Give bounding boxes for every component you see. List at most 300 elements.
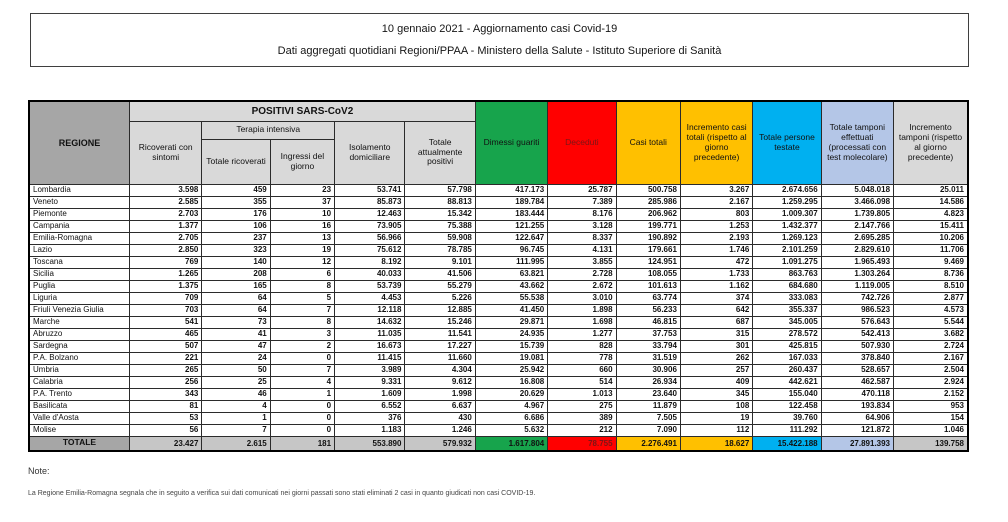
cell-value: 2.877: [894, 292, 968, 304]
covid-data-table: [28, 100, 969, 452]
cell-value: 85.873: [335, 196, 405, 208]
region-name: Umbria: [29, 364, 130, 376]
cell-value: 121.872: [821, 424, 893, 436]
cell-value: 50: [202, 364, 270, 376]
cell-value: 425.815: [753, 340, 821, 352]
cell-value: 15.411: [894, 220, 968, 232]
cell-value: 472: [680, 256, 752, 268]
cell-value: 1.269.123: [753, 232, 821, 244]
cell-value: 5.048.018: [821, 184, 893, 196]
table-row: [29, 208, 968, 220]
region-name: Campania: [29, 220, 130, 232]
cell-value: 64.906: [821, 412, 893, 424]
cell-value: 462.587: [821, 376, 893, 388]
region-name: Basilicata: [29, 400, 130, 412]
cell-value: 8.510: [894, 280, 968, 292]
cell-value: 237: [202, 232, 270, 244]
cell-value: 221: [130, 352, 202, 364]
cell-value: 41.450: [475, 304, 547, 316]
cell-value: 59.908: [405, 232, 475, 244]
cell-value: 345: [680, 388, 752, 400]
cell-value: 2.672: [548, 280, 616, 292]
cell-value: 12.118: [335, 304, 405, 316]
cell-value: 64: [202, 304, 270, 316]
cell-value: 1: [202, 412, 270, 424]
cell-value: 430: [405, 412, 475, 424]
region-name: Lombardia: [29, 184, 130, 196]
cell-value: 11.879: [616, 400, 680, 412]
notes-section: [28, 466, 978, 497]
cell-value: 703: [130, 304, 202, 316]
totale-value: 78.755: [548, 436, 616, 451]
cell-value: 19: [270, 244, 334, 256]
cell-value: 2.167: [680, 196, 752, 208]
cell-value: 265: [130, 364, 202, 376]
cell-value: 3: [270, 328, 334, 340]
cell-value: 1.253: [680, 220, 752, 232]
cell-value: 2.728: [548, 268, 616, 280]
cell-value: 345.005: [753, 316, 821, 328]
cell-value: 47: [202, 340, 270, 352]
totale-value: 27.891.393: [821, 436, 893, 451]
cell-value: 1.733: [680, 268, 752, 280]
cell-value: 3.466.098: [821, 196, 893, 208]
cell-value: 465: [130, 328, 202, 340]
cell-value: 179.661: [616, 244, 680, 256]
cell-value: 1.265: [130, 268, 202, 280]
cell-value: 46.815: [616, 316, 680, 328]
cell-value: 13: [270, 232, 334, 244]
cell-value: 154: [894, 412, 968, 424]
cell-value: 19.081: [475, 352, 547, 364]
cell-value: 7: [270, 364, 334, 376]
cell-value: 953: [894, 400, 968, 412]
cell-value: 1.162: [680, 280, 752, 292]
cell-value: 41: [202, 328, 270, 340]
table-row: [29, 292, 968, 304]
cell-value: 7.389: [548, 196, 616, 208]
region-name: P.A. Trento: [29, 388, 130, 400]
report-subtitle: Dati aggregati quotidiani Regioni/PPAA - Ministero della Salute - Istituto Superiore di Sanità: [277, 44, 722, 57]
cell-value: 409: [680, 376, 752, 388]
cell-value: 53.739: [335, 280, 405, 292]
cell-value: 1.375: [130, 280, 202, 292]
header-casi-totali: Casi totali: [616, 101, 680, 184]
cell-value: 4.453: [335, 292, 405, 304]
cell-value: 257: [680, 364, 752, 376]
cell-value: 25.942: [475, 364, 547, 376]
region-name: Toscana: [29, 256, 130, 268]
totale-value: 2.276.491: [616, 436, 680, 451]
cell-value: 863.763: [753, 268, 821, 280]
totale-value: 181: [270, 436, 334, 451]
cell-value: 25.787: [548, 184, 616, 196]
region-name: Veneto: [29, 196, 130, 208]
cell-value: 2.724: [894, 340, 968, 352]
cell-value: 4.823: [894, 208, 968, 220]
cell-value: 986.523: [821, 304, 893, 316]
cell-value: 46: [202, 388, 270, 400]
cell-value: 106: [202, 220, 270, 232]
cell-value: 323: [202, 244, 270, 256]
cell-value: 56: [130, 424, 202, 436]
cell-value: 155.040: [753, 388, 821, 400]
cell-value: 2.504: [894, 364, 968, 376]
table-row: [29, 220, 968, 232]
table-row: [29, 364, 968, 376]
cell-value: 1.432.377: [753, 220, 821, 232]
cell-value: 176: [202, 208, 270, 220]
cell-value: 9.612: [405, 376, 475, 388]
cell-value: 376: [335, 412, 405, 424]
header-totale-ricoverati: Totale ricoverati: [202, 139, 270, 184]
region-name: Marche: [29, 316, 130, 328]
cell-value: 3.267: [680, 184, 752, 196]
region-name: Molise: [29, 424, 130, 436]
cell-value: 542.413: [821, 328, 893, 340]
cell-value: 278.572: [753, 328, 821, 340]
cell-value: 285.986: [616, 196, 680, 208]
cell-value: 11.660: [405, 352, 475, 364]
cell-value: 1.739.805: [821, 208, 893, 220]
cell-value: 40.033: [335, 268, 405, 280]
cell-value: 167.033: [753, 352, 821, 364]
cell-value: 9.469: [894, 256, 968, 268]
cell-value: 2.674.656: [753, 184, 821, 196]
cell-value: 4.131: [548, 244, 616, 256]
table-row: [29, 196, 968, 208]
cell-value: 78.785: [405, 244, 475, 256]
cell-value: 5.226: [405, 292, 475, 304]
region-name: P.A. Bolzano: [29, 352, 130, 364]
header-positivi-group: POSITIVI SARS-CoV2: [130, 101, 476, 121]
cell-value: 9.101: [405, 256, 475, 268]
cell-value: 2.850: [130, 244, 202, 256]
table-row: [29, 304, 968, 316]
cell-value: 2.147.766: [821, 220, 893, 232]
cell-value: 301: [680, 340, 752, 352]
cell-value: 442.621: [753, 376, 821, 388]
region-name: Friuli Venezia Giulia: [29, 304, 130, 316]
cell-value: 190.892: [616, 232, 680, 244]
cell-value: 63.821: [475, 268, 547, 280]
table-row: [29, 424, 968, 436]
cell-value: 37.753: [616, 328, 680, 340]
cell-value: 55.279: [405, 280, 475, 292]
totale-value: 579.932: [405, 436, 475, 451]
cell-value: 111.292: [753, 424, 821, 436]
region-name: Liguria: [29, 292, 130, 304]
cell-value: 124.951: [616, 256, 680, 268]
totale-value: 23.427: [130, 436, 202, 451]
cell-value: 121.255: [475, 220, 547, 232]
header-persone-testate: Totale persone testate: [753, 101, 821, 184]
cell-value: 10: [270, 208, 334, 220]
cell-value: 55.538: [475, 292, 547, 304]
cell-value: 64: [202, 292, 270, 304]
cell-value: 75.612: [335, 244, 405, 256]
cell-value: 16.808: [475, 376, 547, 388]
cell-value: 30.906: [616, 364, 680, 376]
cell-value: 1.091.275: [753, 256, 821, 268]
cell-value: 742.726: [821, 292, 893, 304]
cell-value: 165: [202, 280, 270, 292]
table-row: [29, 388, 968, 400]
cell-value: 1.303.264: [821, 268, 893, 280]
cell-value: 88.813: [405, 196, 475, 208]
cell-value: 4: [270, 376, 334, 388]
cell-value: 8.176: [548, 208, 616, 220]
cell-value: 528.657: [821, 364, 893, 376]
cell-value: 470.118: [821, 388, 893, 400]
cell-value: 660: [548, 364, 616, 376]
cell-value: 1: [270, 388, 334, 400]
totale-label: TOTALE: [29, 436, 130, 451]
cell-value: 11.541: [405, 328, 475, 340]
cell-value: 12.463: [335, 208, 405, 220]
cell-value: 2.193: [680, 232, 752, 244]
cell-value: 1.183: [335, 424, 405, 436]
cell-value: 1.246: [405, 424, 475, 436]
cell-value: 140: [202, 256, 270, 268]
cell-value: 3.598: [130, 184, 202, 196]
region-name: Valle d'Aosta: [29, 412, 130, 424]
cell-value: 5: [270, 292, 334, 304]
notes-text: La Regione Emilia-Romagna segnala che in seguito a verifica sui dati comunicati nei giorni passati sono stati eliminati 2 casi in quanto giudicati non casi COVID-19.: [28, 490, 536, 497]
header-incremento-tamponi: Incremento tamponi (rispetto al giorno precedente): [894, 101, 968, 184]
cell-value: 6: [270, 268, 334, 280]
totale-value: 553.890: [335, 436, 405, 451]
cell-value: 0: [270, 412, 334, 424]
cell-value: 16.673: [335, 340, 405, 352]
cell-value: 417.173: [475, 184, 547, 196]
cell-value: 5.632: [475, 424, 547, 436]
header-ricoverati-sintomi: Ricoverati con sintomi: [130, 121, 202, 184]
cell-value: 122.647: [475, 232, 547, 244]
cell-value: 193.834: [821, 400, 893, 412]
cell-value: 53.741: [335, 184, 405, 196]
cell-value: 2.924: [894, 376, 968, 388]
cell-value: 687: [680, 316, 752, 328]
cell-value: 4: [202, 400, 270, 412]
cell-value: 96.745: [475, 244, 547, 256]
cell-value: 108.055: [616, 268, 680, 280]
cell-value: 101.613: [616, 280, 680, 292]
cell-value: 256: [130, 376, 202, 388]
cell-value: 63.774: [616, 292, 680, 304]
cell-value: 576.643: [821, 316, 893, 328]
cell-value: 260.437: [753, 364, 821, 376]
cell-value: 25: [202, 376, 270, 388]
cell-value: 1.898: [548, 304, 616, 316]
cell-value: 7: [202, 424, 270, 436]
header-deceduti: Deceduti: [548, 101, 616, 184]
cell-value: 31.519: [616, 352, 680, 364]
totale-row: [29, 436, 968, 451]
cell-value: 828: [548, 340, 616, 352]
cell-value: 507.930: [821, 340, 893, 352]
cell-value: 2.695.285: [821, 232, 893, 244]
cell-value: 3.010: [548, 292, 616, 304]
cell-value: 8: [270, 280, 334, 292]
cell-value: 709: [130, 292, 202, 304]
cell-value: 8.192: [335, 256, 405, 268]
cell-value: 374: [680, 292, 752, 304]
cell-value: 6.637: [405, 400, 475, 412]
cell-value: 500.758: [616, 184, 680, 196]
cell-value: 122.458: [753, 400, 821, 412]
cell-value: 642: [680, 304, 752, 316]
region-name: Sicilia: [29, 268, 130, 280]
region-name: Lazio: [29, 244, 130, 256]
cell-value: 9.331: [335, 376, 405, 388]
cell-value: 769: [130, 256, 202, 268]
cell-value: 56.966: [335, 232, 405, 244]
table-row: [29, 256, 968, 268]
cell-value: 43.662: [475, 280, 547, 292]
report-date-title: 10 gennaio 2021 - Aggiornamento casi Covid-19: [381, 23, 618, 36]
cell-value: 1.965.493: [821, 256, 893, 268]
cell-value: 11.415: [335, 352, 405, 364]
notes-heading: Note:: [28, 466, 50, 476]
cell-value: 3.855: [548, 256, 616, 268]
cell-value: 39.760: [753, 412, 821, 424]
cell-value: 208: [202, 268, 270, 280]
header-incremento-casi: Incremento casi totali (rispetto al giorno precedente): [680, 101, 752, 184]
cell-value: 189.784: [475, 196, 547, 208]
cell-value: 7.090: [616, 424, 680, 436]
cell-value: 15.342: [405, 208, 475, 220]
table-body: [29, 184, 968, 436]
cell-value: 81: [130, 400, 202, 412]
cell-value: 2.829.610: [821, 244, 893, 256]
cell-value: 24.935: [475, 328, 547, 340]
cell-value: 24: [202, 352, 270, 364]
cell-value: 1.698: [548, 316, 616, 328]
table-row: [29, 352, 968, 364]
header-tamponi-effettuati: Totale tamponi effettuati (processati con test molecolare): [821, 101, 893, 184]
cell-value: 183.444: [475, 208, 547, 220]
cell-value: 1.119.005: [821, 280, 893, 292]
cell-value: 29.871: [475, 316, 547, 328]
cell-value: 7.505: [616, 412, 680, 424]
cell-value: 315: [680, 328, 752, 340]
cell-value: 26.934: [616, 376, 680, 388]
table-row: [29, 316, 968, 328]
cell-value: 17.227: [405, 340, 475, 352]
cell-value: 212: [548, 424, 616, 436]
totale-value: 18.627: [680, 436, 752, 451]
region-name: Emilia-Romagna: [29, 232, 130, 244]
cell-value: 8.736: [894, 268, 968, 280]
cell-value: 3.682: [894, 328, 968, 340]
region-name: Abruzzo: [29, 328, 130, 340]
cell-value: 262: [680, 352, 752, 364]
cell-value: 459: [202, 184, 270, 196]
region-name: Puglia: [29, 280, 130, 292]
cell-value: 778: [548, 352, 616, 364]
cell-value: 15.739: [475, 340, 547, 352]
cell-value: 73.905: [335, 220, 405, 232]
totale-value: 15.422.188: [753, 436, 821, 451]
header-regione: REGIONE: [29, 101, 130, 184]
cell-value: 6.552: [335, 400, 405, 412]
cell-value: 1.009.307: [753, 208, 821, 220]
cell-value: 108: [680, 400, 752, 412]
cell-value: 2: [270, 340, 334, 352]
region-name: Piemonte: [29, 208, 130, 220]
cell-value: 73: [202, 316, 270, 328]
table-row: [29, 244, 968, 256]
cell-value: 684.680: [753, 280, 821, 292]
cell-value: 56.233: [616, 304, 680, 316]
table-row: [29, 268, 968, 280]
cell-value: 10.206: [894, 232, 968, 244]
cell-value: 41.506: [405, 268, 475, 280]
table-row: [29, 376, 968, 388]
table-row: [29, 340, 968, 352]
cell-value: 11.706: [894, 244, 968, 256]
cell-value: 2.167: [894, 352, 968, 364]
totale-value: 139.758: [894, 436, 968, 451]
cell-value: 1.046: [894, 424, 968, 436]
cell-value: 5.544: [894, 316, 968, 328]
cell-value: 0: [270, 400, 334, 412]
cell-value: 355: [202, 196, 270, 208]
cell-value: 541: [130, 316, 202, 328]
cell-value: 333.083: [753, 292, 821, 304]
table-row: [29, 400, 968, 412]
totale-value: 2.615: [202, 436, 270, 451]
header-isolamento-domiciliare: Isolamento domiciliare: [335, 121, 405, 184]
cell-value: 1.609: [335, 388, 405, 400]
table-row: [29, 184, 968, 196]
cell-value: 19: [680, 412, 752, 424]
cell-value: 20.629: [475, 388, 547, 400]
cell-value: 14.586: [894, 196, 968, 208]
cell-value: 12.885: [405, 304, 475, 316]
region-name: Sardegna: [29, 340, 130, 352]
cell-value: 6.686: [475, 412, 547, 424]
cell-value: 37: [270, 196, 334, 208]
header-terapia-intensiva-group: Terapia intensiva: [202, 121, 335, 139]
cell-value: 75.388: [405, 220, 475, 232]
cell-value: 803: [680, 208, 752, 220]
cell-value: 2.152: [894, 388, 968, 400]
cell-value: 7: [270, 304, 334, 316]
cell-value: 378.840: [821, 352, 893, 364]
table-row: [29, 280, 968, 292]
cell-value: 8: [270, 316, 334, 328]
region-name: Calabria: [29, 376, 130, 388]
cell-value: 15.246: [405, 316, 475, 328]
cell-value: 343: [130, 388, 202, 400]
cell-value: 53: [130, 412, 202, 424]
cell-value: 25.011: [894, 184, 968, 196]
table-row: [29, 328, 968, 340]
cell-value: 111.995: [475, 256, 547, 268]
cell-value: 206.962: [616, 208, 680, 220]
cell-value: 1.259.295: [753, 196, 821, 208]
table-row: [29, 412, 968, 424]
cell-value: 355.337: [753, 304, 821, 316]
cell-value: 23.640: [616, 388, 680, 400]
header-dimessi-guariti: Dimessi guariti: [475, 101, 547, 184]
cell-value: 1.998: [405, 388, 475, 400]
cell-value: 1.277: [548, 328, 616, 340]
cell-value: 2.101.259: [753, 244, 821, 256]
title-box: [30, 13, 969, 67]
